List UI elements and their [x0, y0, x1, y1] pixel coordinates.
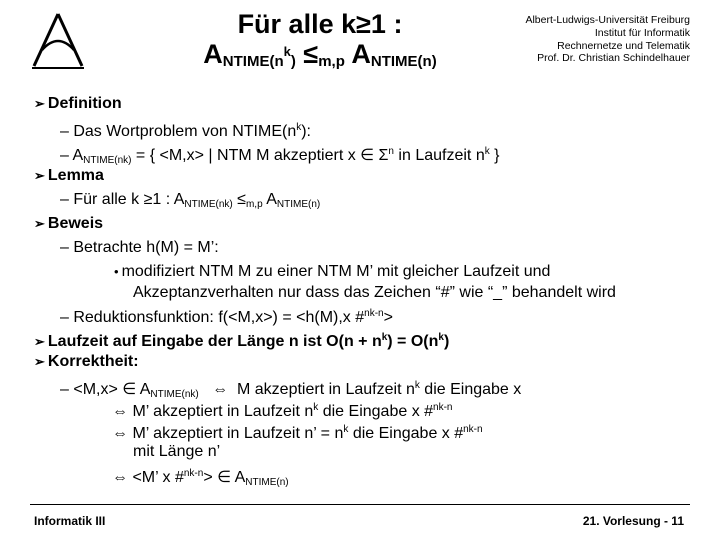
heading-beweis: ➢ Beweis	[34, 215, 104, 232]
beweis-subitem: • modifiziert NTM M zu einer NTM M’ mit gleicher Laufzeit und	[114, 263, 551, 280]
slide-title	[150, 10, 490, 70]
korrektheit-line-3: ⇔ M’ akzeptiert in Laufzeit n’ = $n^k$ die Eingabe x #$^{nk-n}$	[112, 424, 483, 442]
university-logo	[28, 10, 88, 72]
title-line2: $A_{NTIME(n^k)} \le_{m,p}$ $A_{NTIME(n)}$	[203, 38, 437, 70]
definition-item-1: – Das Wortproblem von $NTIME(n^k)$:	[60, 122, 311, 140]
institution-line: Rechnernetze und Telematik	[557, 39, 690, 52]
institution-block	[470, 14, 690, 65]
beweis-item-1: – Betrachte h(M) = M’:	[60, 239, 219, 256]
beweis-subitem-cont: Akzeptanzverhalten nur dass das Zeichen “#” wie “_” behandelt wird	[133, 284, 616, 301]
lemma-item: – Für alle k ≥1 : $A_{NTIME(nk)} \le_{m,p}$ $A_{NTIME(n)}$	[60, 191, 321, 210]
korrektheit-line-2: ⇔ M’ akzeptiert in Laufzeit $n^k$ die Eingabe x #$^{nk-n}$	[112, 402, 453, 420]
footer-divider	[30, 504, 690, 505]
institution-line: Prof. Dr. Christian Schindelhauer	[537, 52, 690, 65]
korrektheit-line-5: ⇔ <M’ x #$^{nk-n}$> ∈ $A_{NTIME(n)}$	[112, 468, 289, 488]
institution-line: Albert-Ludwigs-Universität Freiburg	[525, 14, 690, 26]
heading-laufzeit: ➢ Laufzeit auf Eingabe der Länge n ist $O(n + n^k) = O(n^k)$	[34, 332, 450, 350]
heading-korrektheit: ➢ Korrektheit:	[34, 353, 139, 370]
title-line1: Für alle k≥1 :	[237, 9, 403, 39]
footer-course: Informatik III	[34, 514, 106, 528]
heading-lemma: ➢ Lemma	[34, 167, 104, 184]
heading-definition: ➢ Definition	[34, 95, 122, 112]
footer-page: 21. Vorlesung - 11	[582, 514, 684, 528]
definition-item-2: – $A_{NTIME(nk)}$ = { <M,x> | NTM M akzeptiert x ∈ $\Sigma^n$ in Laufzeit $n^k$ }	[60, 146, 500, 166]
beweis-item-2: – Reduktionsfunktion: f(<M,x>) = <h(M),x #$^{nk-n}$>	[60, 308, 393, 326]
korrektheit-line-4: mit Länge n’	[133, 443, 221, 460]
korrektheit-line-1: – <M,x> ∈ $A_{NTIME(nk)}$ ⇔ M akzeptiert in Laufzeit $n^k$ die Eingabe x	[60, 380, 522, 400]
institution-line: Institut für Informatik	[594, 26, 690, 39]
